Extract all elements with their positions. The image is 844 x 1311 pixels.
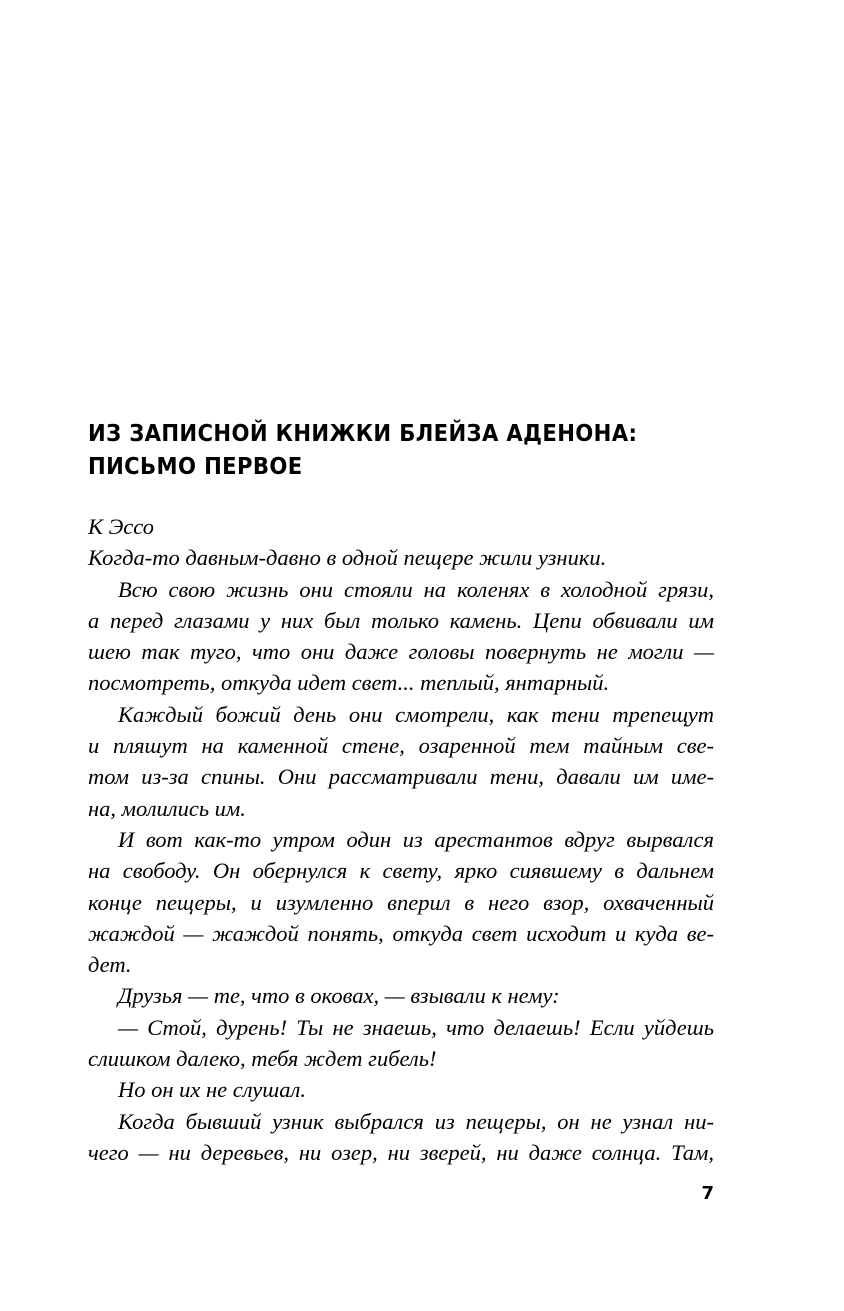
text-line: том из-за спины. Они рассматривали тени, давали им име- xyxy=(88,764,714,790)
chapter-heading-line-1: ИЗ ЗАПИСНОЙ КНИЖКИ БЛЕЙЗА АДЕНОНА: xyxy=(88,421,638,447)
text-line: конце пещеры, и изумленно вперил в него взор, охваченный xyxy=(88,889,714,915)
text-line: дет. xyxy=(88,952,132,978)
letter-body xyxy=(88,511,714,1168)
text-line: а перед глазами у них был только камень. Цепи обвивали им xyxy=(88,607,714,633)
text-line: посмотреть, откуда идет свет... теплый, янтарный. xyxy=(88,670,610,696)
dialogue-line: — Стой, дурень! Ты не знаешь, что делаешь! Если уйдешь xyxy=(118,1014,714,1040)
text-line: на свободу. Он обернулся к свету, ярко сиявшему в дальнем xyxy=(88,858,714,884)
text-line: Друзья — те, что в оковах, — взывали к нему: xyxy=(118,983,560,1009)
text-line: на, молились им. xyxy=(88,795,246,821)
salutation-line: К Эссо xyxy=(88,514,154,539)
chapter-heading-line-2: ПИСЬМО ПЕРВОЕ xyxy=(88,454,303,480)
text-line: и пляшут на каменной стене, озаренной тем тайным све- xyxy=(88,733,714,759)
text-line: И вот как-то утром один из арестантов вдруг вырвался xyxy=(118,826,714,852)
text-line: Но он их не слушал. xyxy=(118,1077,306,1103)
text-line: Всю свою жизнь они стояли на коленях в холодной грязи, xyxy=(118,576,714,602)
text-line: Каждый божий день они смотрели, как тени трепещут xyxy=(118,701,714,727)
dialogue-line: слишком далеко, тебя ждет гибель! xyxy=(88,1046,437,1072)
chapter-heading xyxy=(88,418,677,484)
text-line: чего — ни деревьев, ни озер, ни зверей, ни даже солнца. Там, xyxy=(88,1139,714,1165)
text-line: жаждой — жаждой понять, откуда свет исходит и куда ве- xyxy=(88,920,714,946)
text-line: Когда-то давным-давно в одной пещере жили узники. xyxy=(88,545,607,571)
text-line: шею так туго, что они даже головы повернуть не могли — xyxy=(88,639,714,665)
text-line: Когда бывший узник выбрался из пещеры, он не узнал ни- xyxy=(118,1108,714,1134)
page-number: 7 xyxy=(701,1183,714,1204)
